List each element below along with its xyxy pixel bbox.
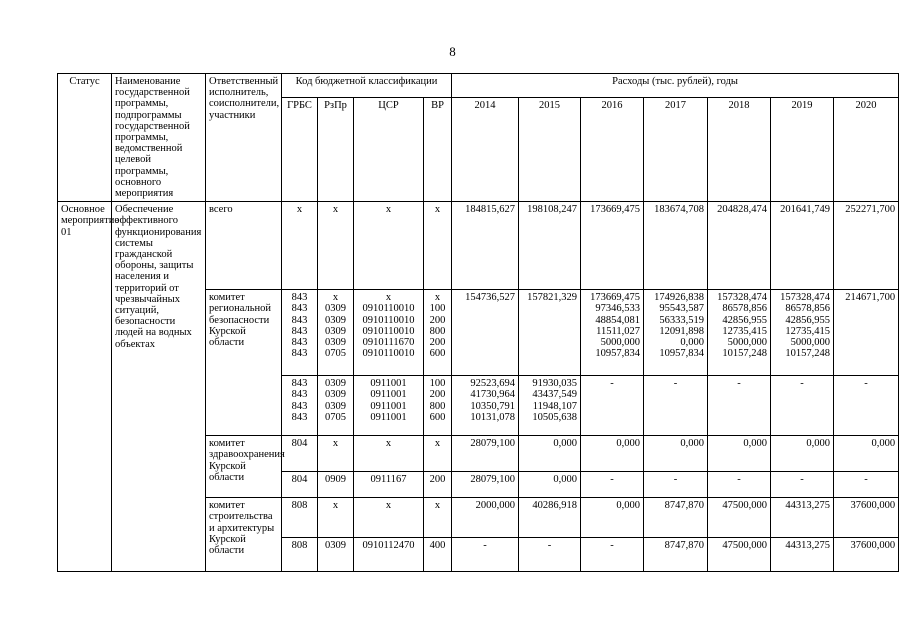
header-code-group: Код бюджетной классификации <box>282 74 452 98</box>
cell-value: 0910112470 <box>362 540 415 552</box>
cell-value: x <box>332 204 339 216</box>
table-row <box>58 202 899 290</box>
cell-value: 154736,527 <box>465 292 516 304</box>
cell-value: 5000,000 <box>600 337 641 349</box>
cell-value: 600 <box>429 411 446 423</box>
cell-value: 0309 <box>325 303 346 315</box>
cell-value: 0309 <box>325 378 346 390</box>
cell-value: - <box>800 474 804 486</box>
cell-value: 0,000 <box>616 438 641 450</box>
cell-y2019 <box>771 290 834 376</box>
cell-y2015 <box>519 202 581 290</box>
cell-value: 0705 <box>325 411 346 423</box>
header-csr: ЦСР <box>354 98 424 202</box>
cell-grbs <box>282 202 318 290</box>
cell-value: 804 <box>291 474 308 486</box>
cell-value: 48854,081 <box>595 314 641 326</box>
cell-y2016 <box>581 498 644 538</box>
cell-value: 0911001 <box>370 400 407 412</box>
cell-value: 843 <box>291 400 308 412</box>
cell-value: 0911001 <box>370 389 407 401</box>
cell-value: 174926,838 <box>654 292 705 304</box>
cell-y2017 <box>644 290 708 376</box>
cell-value: 252271,700 <box>845 204 896 216</box>
header-rzpr: РзПр <box>318 98 354 202</box>
cell-value: x <box>385 292 392 304</box>
cell-value: 47500,000 <box>722 500 768 512</box>
cell-value: 42856,955 <box>722 314 768 326</box>
cell-vr <box>424 472 452 498</box>
cell-value: 37600,000 <box>850 540 896 552</box>
cell-grbs <box>282 290 318 376</box>
cell-value: 843 <box>291 292 308 304</box>
cell-value: 10157,248 <box>722 348 768 360</box>
cell-value: 843 <box>291 348 308 360</box>
cell-rzpr <box>318 202 354 290</box>
cell-grbs <box>282 538 318 572</box>
cell-value: 843 <box>291 325 308 337</box>
cell-grbs <box>282 472 318 498</box>
cell-value: x <box>296 204 303 216</box>
cell-value: 201641,749 <box>780 204 831 216</box>
cell-value: 0909 <box>325 474 346 486</box>
cell-y2020 <box>834 472 899 498</box>
cell-value: 95543,587 <box>659 303 705 315</box>
cell-grbs <box>282 498 318 538</box>
cell-csr <box>354 498 424 538</box>
cell-value: 86578,856 <box>722 303 768 315</box>
cell-value: 5000,000 <box>727 337 768 349</box>
cell-value: 157821,329 <box>527 292 578 304</box>
cell-value: 214671,700 <box>845 292 896 304</box>
cell-value: 843 <box>291 378 308 390</box>
cell-y2014 <box>452 376 519 436</box>
cell-vr <box>424 376 452 436</box>
cell-value: 40286,918 <box>532 500 578 512</box>
row-status: Основное мероприятие 01 <box>58 202 112 572</box>
cell-grbs <box>282 436 318 472</box>
cell-value: 184815,627 <box>465 204 516 216</box>
cell-value: 28079,100 <box>470 438 516 450</box>
cell-value: - <box>547 540 552 552</box>
cell-value: 0,000 <box>680 337 705 349</box>
cell-value: x <box>434 500 441 512</box>
cell-value: 0309 <box>325 540 346 552</box>
cell-value: 10957,834 <box>659 348 705 360</box>
cell-value: - <box>864 378 868 390</box>
cell-vr <box>424 538 452 572</box>
cell-value: 56333,519 <box>659 314 705 326</box>
cell-value: 97346,533 <box>595 303 641 315</box>
header-expense-group: Расходы (тыс. рублей), годы <box>452 74 899 98</box>
cell-value: 92523,694 <box>470 378 516 390</box>
cell-value: - <box>610 474 614 486</box>
cell-y2014 <box>452 472 519 498</box>
cell-y2014 <box>452 290 519 376</box>
cell-value: 843 <box>291 411 308 423</box>
cell-y2018 <box>708 290 771 376</box>
cell-y2018 <box>708 436 771 472</box>
cell-value: x <box>332 292 339 304</box>
cell-value: x <box>434 438 441 450</box>
cell-y2020 <box>834 436 899 472</box>
header-status: Статус <box>58 74 112 202</box>
cell-rzpr <box>318 538 354 572</box>
cell-value: 0910110010 <box>362 325 415 337</box>
cell-value: 183674,708 <box>654 204 705 216</box>
cell-rzpr <box>318 290 354 376</box>
cell-y2019 <box>771 436 834 472</box>
cell-y2015 <box>519 376 581 436</box>
cell-value: 41730,964 <box>470 389 516 401</box>
cell-value: 400 <box>429 540 446 552</box>
cell-value: 0910111670 <box>362 337 415 349</box>
cell-y2016 <box>581 472 644 498</box>
cell-y2016 <box>581 290 644 376</box>
cell-value: 804 <box>291 438 308 450</box>
header-year-2015: 2015 <box>519 98 581 202</box>
cell-value: 10131,078 <box>470 411 516 423</box>
cell-y2017 <box>644 538 708 572</box>
cell-y2020 <box>834 376 899 436</box>
cell-value: - <box>673 474 678 486</box>
header-year-2020: 2020 <box>834 98 899 202</box>
cell-csr <box>354 538 424 572</box>
cell-y2016 <box>581 376 644 436</box>
cell-value: 91930,035 <box>532 378 578 390</box>
cell-value: 0705 <box>325 348 346 360</box>
cell-vr <box>424 436 452 472</box>
cell-y2020 <box>834 202 899 290</box>
row-responsible: комитет здравоохранения Курской области <box>206 436 282 498</box>
cell-y2018 <box>708 498 771 538</box>
cell-value: 808 <box>291 500 308 512</box>
cell-y2019 <box>771 376 834 436</box>
cell-value: 5000,000 <box>790 337 831 349</box>
cell-y2016 <box>581 538 644 572</box>
cell-value: x <box>434 204 441 216</box>
cell-value: 11948,107 <box>532 400 578 412</box>
cell-value: 198108,247 <box>527 204 578 216</box>
cell-y2019 <box>771 538 834 572</box>
cell-value: 44313,275 <box>785 540 831 552</box>
cell-y2020 <box>834 290 899 376</box>
cell-value: 0,000 <box>806 438 831 450</box>
cell-y2015 <box>519 436 581 472</box>
cell-csr <box>354 376 424 436</box>
cell-y2014 <box>452 436 519 472</box>
cell-y2018 <box>708 376 771 436</box>
cell-csr <box>354 472 424 498</box>
cell-value: 0,000 <box>871 438 896 450</box>
cell-grbs <box>282 376 318 436</box>
cell-y2014 <box>452 498 519 538</box>
header-row-1 <box>58 74 899 98</box>
cell-vr <box>424 290 452 376</box>
header-year-2019: 2019 <box>771 98 834 202</box>
cell-value: 808 <box>291 540 308 552</box>
cell-value: 0,000 <box>743 438 768 450</box>
cell-value: 800 <box>429 400 446 412</box>
header-year-2017: 2017 <box>644 98 708 202</box>
cell-y2015 <box>519 472 581 498</box>
row-responsible: комитет строительства и архитектуры Курской области <box>206 498 282 572</box>
cell-value: - <box>737 378 741 390</box>
cell-value: 0911167 <box>370 474 407 486</box>
row-activity-name: Обеспечение эффективного функционирования системы гражданской обороны, защиты населения и территорий от чрезвычайных ситуаций, безопасности людей на водных объектах <box>112 202 206 572</box>
cell-y2015 <box>519 498 581 538</box>
cell-value: 43437,549 <box>532 389 578 401</box>
cell-y2017 <box>644 498 708 538</box>
cell-value: 10350,791 <box>470 400 516 412</box>
cell-value: 28079,100 <box>470 474 516 486</box>
header-year-2014: 2014 <box>452 98 519 202</box>
cell-value: 0,000 <box>616 500 641 512</box>
cell-value: 47500,000 <box>722 540 768 552</box>
cell-rzpr <box>318 436 354 472</box>
cell-y2019 <box>771 202 834 290</box>
cell-value: 173669,475 <box>590 292 641 304</box>
cell-value: 843 <box>291 303 308 315</box>
cell-value: 843 <box>291 389 308 401</box>
cell-value: - <box>800 378 804 390</box>
cell-value: x <box>385 500 392 512</box>
header-year-2018: 2018 <box>708 98 771 202</box>
header-year-2016: 2016 <box>581 98 644 202</box>
cell-y2017 <box>644 436 708 472</box>
cell-csr <box>354 290 424 376</box>
cell-value: 10505,638 <box>532 411 578 423</box>
row-responsible: комитет региональной безопасности Курской области <box>206 290 282 436</box>
cell-y2014 <box>452 202 519 290</box>
cell-value: 157328,474 <box>717 292 768 304</box>
cell-value: 200 <box>429 314 446 326</box>
cell-value: 0309 <box>325 389 346 401</box>
header-vr: ВР <box>424 98 452 202</box>
cell-value: x <box>385 204 392 216</box>
cell-y2017 <box>644 376 708 436</box>
cell-value: 0309 <box>325 314 346 326</box>
cell-value: 600 <box>429 348 446 360</box>
cell-y2019 <box>771 472 834 498</box>
cell-value: 11511,027 <box>596 325 641 337</box>
cell-y2016 <box>581 202 644 290</box>
cell-csr <box>354 202 424 290</box>
cell-value: 0910110010 <box>362 348 415 360</box>
cell-value: 37600,000 <box>850 500 896 512</box>
cell-value: 204828,474 <box>717 204 768 216</box>
cell-y2017 <box>644 472 708 498</box>
cell-y2015 <box>519 290 581 376</box>
cell-y2017 <box>644 202 708 290</box>
cell-y2018 <box>708 538 771 572</box>
cell-y2014 <box>452 538 519 572</box>
cell-value: x <box>434 292 441 304</box>
cell-value: x <box>385 438 392 450</box>
cell-y2018 <box>708 472 771 498</box>
cell-value: 0,000 <box>680 438 705 450</box>
cell-value: 8747,870 <box>664 500 705 512</box>
cell-value: - <box>483 540 487 552</box>
cell-value: 8747,870 <box>664 540 705 552</box>
cell-value: 0309 <box>325 400 346 412</box>
cell-value: 100 <box>429 303 446 315</box>
cell-value: x <box>332 500 339 512</box>
cell-y2020 <box>834 538 899 572</box>
cell-y2018 <box>708 202 771 290</box>
cell-value: 843 <box>291 314 308 326</box>
cell-value: - <box>864 474 868 486</box>
budget-table <box>57 73 899 572</box>
cell-value: 42856,955 <box>785 314 831 326</box>
cell-rzpr <box>318 498 354 538</box>
header-grbs: ГРБС <box>282 98 318 202</box>
cell-value: 200 <box>429 389 446 401</box>
cell-value: 0,000 <box>553 438 578 450</box>
cell-value: 12735,415 <box>785 325 831 337</box>
cell-value: - <box>737 474 741 486</box>
cell-value: 100 <box>429 378 446 390</box>
cell-value: 200 <box>429 474 446 486</box>
cell-value: 0911001 <box>370 411 407 423</box>
cell-y2020 <box>834 498 899 538</box>
cell-value: 0910110010 <box>362 303 415 315</box>
cell-rzpr <box>318 376 354 436</box>
cell-value: 157328,474 <box>780 292 831 304</box>
cell-y2016 <box>581 436 644 472</box>
cell-value: 843 <box>291 337 308 349</box>
cell-y2019 <box>771 498 834 538</box>
cell-value: x <box>332 438 339 450</box>
cell-value: 44313,275 <box>785 500 831 512</box>
cell-rzpr <box>318 472 354 498</box>
cell-value: 12091,898 <box>659 325 705 337</box>
cell-vr <box>424 202 452 290</box>
cell-value: 10157,248 <box>785 348 831 360</box>
cell-value: - <box>610 378 614 390</box>
page-number: 8 <box>449 44 456 59</box>
cell-value: - <box>610 540 614 552</box>
cell-value: 800 <box>429 325 446 337</box>
cell-value: 0910110010 <box>362 314 415 326</box>
cell-value: - <box>673 378 678 390</box>
cell-value: 86578,856 <box>785 303 831 315</box>
cell-value: 173669,475 <box>590 204 641 216</box>
cell-value: 2000,000 <box>475 500 516 512</box>
cell-y2015 <box>519 538 581 572</box>
cell-value: 200 <box>429 337 446 349</box>
cell-vr <box>424 498 452 538</box>
cell-value: 0,000 <box>553 474 578 486</box>
cell-value: 0309 <box>325 337 346 349</box>
cell-csr <box>354 436 424 472</box>
cell-value: 12735,415 <box>722 325 768 337</box>
row-responsible: всего <box>206 202 282 290</box>
header-name: Наименование государственной программы, подпрограммы государственной программы, ведомственной целевой программы, основного мероприятия <box>112 74 206 202</box>
cell-value: 0309 <box>325 325 346 337</box>
cell-value: 0911001 <box>370 378 407 390</box>
cell-value: 10957,834 <box>595 348 641 360</box>
header-responsible: Ответственный исполнитель, соисполнители, участники <box>206 74 282 202</box>
